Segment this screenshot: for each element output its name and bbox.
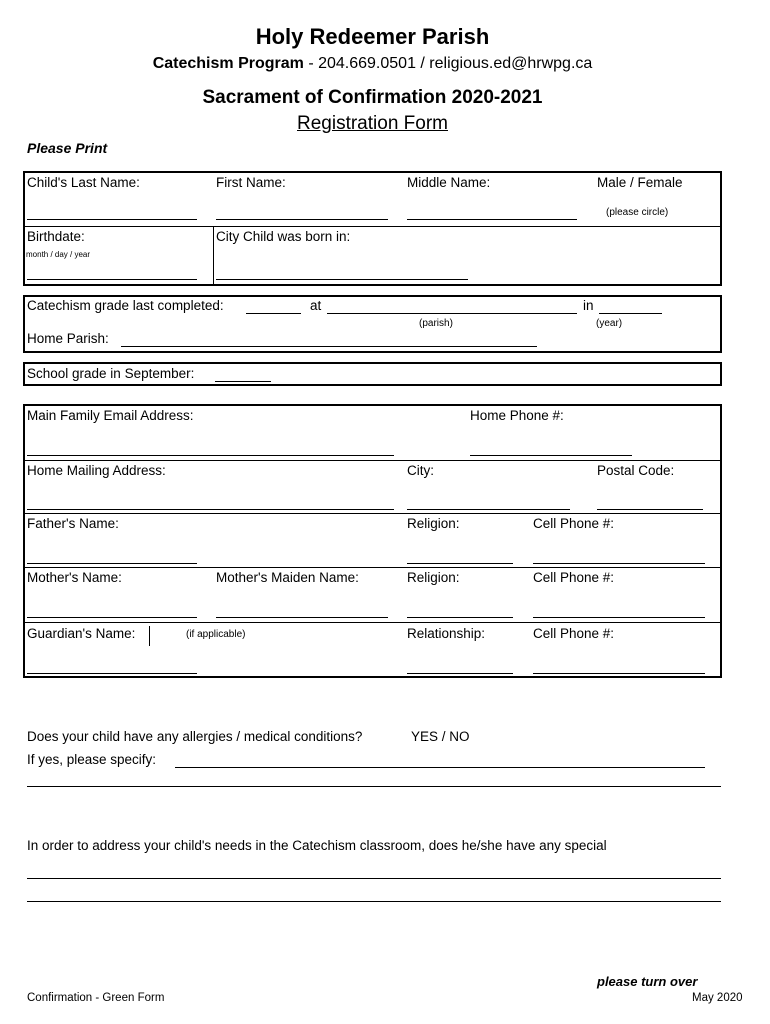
program-label: Catechism Program bbox=[152, 55, 304, 72]
medical-question: Does your child have any allergies / medical conditions? bbox=[27, 729, 363, 744]
mother-name-label: Mother's Name: bbox=[27, 570, 122, 585]
divider bbox=[23, 226, 722, 227]
mother-name-field[interactable] bbox=[27, 617, 197, 618]
email-field[interactable] bbox=[27, 455, 394, 456]
birthdate-hint: month / day / year bbox=[26, 250, 91, 259]
sacrament-title: Sacrament of Confirmation 2020-2021 bbox=[202, 87, 543, 108]
guardian-hint: (if applicable) bbox=[186, 629, 246, 640]
mother-maiden-label: Mother's Maiden Name: bbox=[216, 570, 359, 585]
father-cell-label: Cell Phone #: bbox=[533, 516, 615, 531]
birthdate-label: Birthdate: bbox=[27, 229, 85, 244]
mailing-address-label: Home Mailing Address: bbox=[27, 463, 166, 478]
medical-specify-label: If yes, please specify: bbox=[27, 752, 157, 767]
child-last-name-field[interactable] bbox=[27, 219, 197, 220]
parish-name: Holy Redeemer Parish bbox=[255, 24, 490, 49]
in-label: in bbox=[583, 298, 594, 313]
middle-name-label: Middle Name: bbox=[407, 175, 491, 190]
program-line bbox=[0, 55, 745, 73]
print-instruction: Please Print bbox=[27, 140, 108, 156]
home-phone-label: Home Phone #: bbox=[470, 408, 564, 423]
turn-over-note: please turn over bbox=[597, 974, 698, 989]
relationship-label: Relationship: bbox=[407, 626, 486, 641]
mother-religion-field[interactable] bbox=[407, 617, 513, 618]
mailing-address-field[interactable] bbox=[27, 509, 394, 510]
gender-hint: (please circle) bbox=[606, 207, 669, 218]
child-last-name-label: Child's Last Name: bbox=[27, 175, 140, 190]
catechism-grade-label: Catechism grade last completed: bbox=[27, 298, 224, 313]
first-name-field[interactable] bbox=[216, 219, 388, 220]
divider bbox=[149, 626, 150, 646]
divider bbox=[23, 567, 722, 568]
postal-code-label: Postal Code: bbox=[597, 463, 675, 478]
middle-name-field[interactable] bbox=[407, 219, 577, 220]
divider bbox=[23, 622, 722, 623]
medical-specify-field-2[interactable] bbox=[27, 786, 721, 787]
email-label: Main Family Email Address: bbox=[27, 408, 194, 423]
city-label: City: bbox=[407, 463, 434, 478]
special-needs-field-2[interactable] bbox=[27, 901, 721, 902]
catechism-grade-field[interactable] bbox=[246, 313, 301, 314]
form-title: Registration Form bbox=[297, 113, 448, 134]
birthdate-field[interactable] bbox=[27, 279, 197, 280]
guardian-name-label: Guardian's Name: bbox=[27, 626, 136, 641]
mother-cell-field[interactable] bbox=[533, 617, 705, 618]
gender-label[interactable]: Male / Female bbox=[597, 175, 683, 190]
birth-city-label: City Child was born in: bbox=[216, 229, 351, 244]
father-name-field[interactable] bbox=[27, 563, 197, 564]
city-field[interactable] bbox=[407, 509, 570, 510]
special-needs-question: In order to address your child's needs in the Catechism classroom, does he/she have any special bbox=[27, 838, 607, 853]
postal-code-field[interactable] bbox=[597, 509, 703, 510]
home-phone-field[interactable] bbox=[470, 455, 632, 456]
footer-date: May 2020 bbox=[692, 992, 743, 1004]
special-needs-field-1[interactable] bbox=[27, 878, 721, 879]
parish-hint: (parish) bbox=[419, 318, 453, 329]
year-hint: (year) bbox=[596, 318, 623, 329]
catechism-year-field[interactable] bbox=[599, 313, 662, 314]
at-label: at bbox=[310, 298, 322, 313]
first-name-label: First Name: bbox=[216, 175, 286, 190]
catechism-parish-field[interactable] bbox=[327, 313, 577, 314]
divider bbox=[213, 226, 214, 286]
father-cell-field[interactable] bbox=[533, 563, 705, 564]
program-contact: - 204.669.0501 / religious.ed@hrwpg.ca bbox=[303, 55, 593, 72]
divider bbox=[23, 513, 722, 514]
father-name-label: Father's Name: bbox=[27, 516, 119, 531]
divider bbox=[23, 460, 722, 461]
home-parish-label: Home Parish: bbox=[27, 331, 109, 346]
medical-specify-field[interactable] bbox=[175, 767, 705, 768]
medical-options[interactable]: YES / NO bbox=[411, 729, 470, 744]
footer-form-name: Confirmation - Green Form bbox=[27, 992, 165, 1004]
guardian-cell-label: Cell Phone #: bbox=[533, 626, 615, 641]
birth-city-field[interactable] bbox=[216, 279, 468, 280]
father-religion-label: Religion: bbox=[407, 516, 460, 531]
school-grade-field[interactable] bbox=[215, 381, 271, 382]
mother-maiden-field[interactable] bbox=[216, 617, 388, 618]
school-grade-label: School grade in September: bbox=[27, 366, 195, 381]
mother-cell-label: Cell Phone #: bbox=[533, 570, 615, 585]
guardian-name-field[interactable] bbox=[27, 673, 197, 674]
father-religion-field[interactable] bbox=[407, 563, 513, 564]
mother-religion-label: Religion: bbox=[407, 570, 460, 585]
guardian-cell-field[interactable] bbox=[533, 673, 705, 674]
home-parish-field[interactable] bbox=[121, 346, 537, 347]
relationship-field[interactable] bbox=[407, 673, 513, 674]
